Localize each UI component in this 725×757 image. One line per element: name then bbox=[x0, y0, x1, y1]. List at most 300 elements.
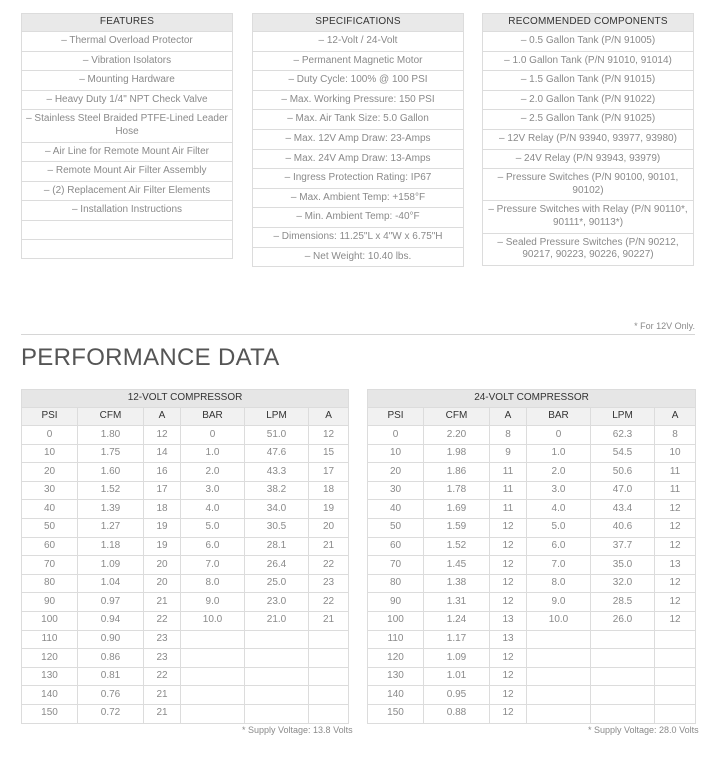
table-cell: 11 bbox=[655, 463, 696, 482]
table-cell bbox=[591, 704, 655, 723]
table-cell: 22 bbox=[309, 556, 349, 575]
table-cell: 23 bbox=[144, 649, 181, 668]
table-24v-title: 24-VOLT COMPRESSOR bbox=[368, 390, 696, 408]
table-cell bbox=[245, 667, 309, 686]
table-cell: 15 bbox=[309, 444, 349, 463]
table-24v-columns bbox=[368, 408, 696, 426]
list-item-text: – Max. Ambient Temp: +158°F bbox=[253, 188, 464, 208]
table-cell: 90 bbox=[368, 593, 424, 612]
list-item bbox=[253, 51, 464, 71]
table-cell: 28.1 bbox=[245, 537, 309, 556]
table-cell: 130 bbox=[22, 667, 78, 686]
list-item-text: – Max. 24V Amp Draw: 13-Amps bbox=[253, 149, 464, 169]
table-cell: 1.0 bbox=[181, 444, 245, 463]
table-cell: 11 bbox=[490, 463, 527, 482]
table-cell: 50 bbox=[22, 518, 78, 537]
table-cell: 60 bbox=[368, 537, 424, 556]
table-cell: 21 bbox=[144, 593, 181, 612]
list-item-text: – Pressure Switches (P/N 90100, 90101, 90102) bbox=[483, 169, 694, 201]
table-cell: 70 bbox=[22, 556, 78, 575]
list-item-text: – Min. Ambient Temp: -40°F bbox=[253, 208, 464, 228]
table-cell: 120 bbox=[368, 649, 424, 668]
table-cell: 12 bbox=[490, 649, 527, 668]
table-cell: 40 bbox=[368, 500, 424, 519]
list-item bbox=[483, 32, 694, 52]
list-item-text: – Max. Working Pressure: 150 PSI bbox=[253, 90, 464, 110]
table-cell bbox=[245, 704, 309, 723]
table-cell: 0 bbox=[527, 426, 591, 445]
table-cell: 16 bbox=[144, 463, 181, 482]
table-cell: 21 bbox=[144, 704, 181, 723]
list-item bbox=[483, 149, 694, 169]
table-row bbox=[22, 649, 349, 668]
components-footnote: * For 12V Only. bbox=[634, 321, 695, 331]
table-cell: 1.17 bbox=[424, 630, 490, 649]
table-cell bbox=[181, 704, 245, 723]
list-item-text: – Ingress Protection Rating: IP67 bbox=[253, 169, 464, 189]
list-item-text: – Max. 12V Amp Draw: 23-Amps bbox=[253, 129, 464, 149]
table-cell: 10 bbox=[22, 444, 78, 463]
features-table bbox=[21, 13, 233, 259]
table-cell: 20 bbox=[144, 556, 181, 575]
table-cell: 1.86 bbox=[424, 463, 490, 482]
table-cell: 12 bbox=[655, 537, 696, 556]
table-cell: 43.3 bbox=[245, 463, 309, 482]
list-item-text: – 0.5 Gallon Tank (P/N 91005) bbox=[483, 32, 694, 52]
table-row bbox=[368, 574, 696, 593]
column-header: BAR bbox=[527, 408, 591, 426]
table-cell: 12 bbox=[655, 593, 696, 612]
table-row bbox=[22, 574, 349, 593]
table-cell: 1.27 bbox=[78, 518, 144, 537]
list-item bbox=[253, 110, 464, 130]
table-cell bbox=[245, 686, 309, 705]
table-cell: 43.4 bbox=[591, 500, 655, 519]
table-cell: 19 bbox=[144, 537, 181, 556]
table-row bbox=[22, 537, 349, 556]
table-cell: 130 bbox=[368, 667, 424, 686]
table-cell: 0.81 bbox=[78, 667, 144, 686]
table-cell bbox=[309, 649, 349, 668]
table-cell: 140 bbox=[22, 686, 78, 705]
table-cell bbox=[591, 686, 655, 705]
table-cell: 30 bbox=[22, 481, 78, 500]
table-cell: 35.0 bbox=[591, 556, 655, 575]
specifications-list bbox=[253, 32, 464, 267]
list-item-text: – 12-Volt / 24-Volt bbox=[253, 32, 464, 52]
table-cell: 12 bbox=[490, 704, 527, 723]
components-table bbox=[482, 13, 694, 266]
specifications-table bbox=[252, 13, 464, 267]
list-item bbox=[22, 162, 233, 182]
table-cell: 150 bbox=[22, 704, 78, 723]
table-row bbox=[22, 463, 349, 482]
list-item bbox=[253, 169, 464, 189]
list-item-text: – 1.5 Gallon Tank (P/N 91015) bbox=[483, 71, 694, 91]
table-cell: 18 bbox=[144, 500, 181, 519]
table-row bbox=[368, 481, 696, 500]
table-cell bbox=[591, 649, 655, 668]
table-cell bbox=[655, 630, 696, 649]
table-cell: 10 bbox=[368, 444, 424, 463]
table-cell: 0 bbox=[181, 426, 245, 445]
table-cell: 22 bbox=[144, 611, 181, 630]
list-item-text: – Permanent Magnetic Motor bbox=[253, 51, 464, 71]
table-cell: 40 bbox=[22, 500, 78, 519]
table-cell: 17 bbox=[144, 481, 181, 500]
table-cell: 2.0 bbox=[181, 463, 245, 482]
table-cell bbox=[245, 649, 309, 668]
table-cell: 20 bbox=[144, 574, 181, 593]
list-item bbox=[22, 110, 233, 142]
table-cell: 4.0 bbox=[181, 500, 245, 519]
table-cell: 40.6 bbox=[591, 518, 655, 537]
table-cell: 0.90 bbox=[78, 630, 144, 649]
table-cell: 0.95 bbox=[424, 686, 490, 705]
table-cell: 50.6 bbox=[591, 463, 655, 482]
table-cell: 47.6 bbox=[245, 444, 309, 463]
table-cell: 13 bbox=[490, 630, 527, 649]
table-row bbox=[22, 518, 349, 537]
list-item-text: – 2.0 Gallon Tank (P/N 91022) bbox=[483, 90, 694, 110]
table-cell: 1.75 bbox=[78, 444, 144, 463]
list-item-text bbox=[22, 239, 233, 258]
list-item-text: – 2.5 Gallon Tank (P/N 91025) bbox=[483, 110, 694, 130]
table-cell bbox=[181, 686, 245, 705]
list-item bbox=[253, 129, 464, 149]
table-cell: 12 bbox=[490, 537, 527, 556]
table-cell: 8 bbox=[490, 426, 527, 445]
table-cell bbox=[591, 667, 655, 686]
table-12v-note: * Supply Voltage: 13.8 Volts bbox=[242, 725, 353, 735]
table-cell: 9.0 bbox=[527, 593, 591, 612]
table-cell: 23.0 bbox=[245, 593, 309, 612]
table-cell: 12 bbox=[490, 556, 527, 575]
table-cell: 8.0 bbox=[181, 574, 245, 593]
list-item bbox=[253, 32, 464, 52]
table-cell: 26.4 bbox=[245, 556, 309, 575]
table-cell: 10 bbox=[655, 444, 696, 463]
list-item bbox=[22, 32, 233, 52]
table-row bbox=[22, 481, 349, 500]
list-item bbox=[483, 51, 694, 71]
performance-table-12v bbox=[21, 389, 349, 724]
table-cell: 0.94 bbox=[78, 611, 144, 630]
table-cell: 80 bbox=[368, 574, 424, 593]
list-item bbox=[22, 71, 233, 91]
table-cell: 18 bbox=[309, 481, 349, 500]
table-cell: 30.5 bbox=[245, 518, 309, 537]
column-header: A bbox=[655, 408, 696, 426]
list-item-text: – Max. Air Tank Size: 5.0 Gallon bbox=[253, 110, 464, 130]
table-cell: 12 bbox=[655, 574, 696, 593]
table-cell bbox=[181, 649, 245, 668]
list-item bbox=[22, 181, 233, 201]
table-row bbox=[368, 593, 696, 612]
table-cell: 6.0 bbox=[181, 537, 245, 556]
table-row bbox=[368, 537, 696, 556]
table-cell: 19 bbox=[144, 518, 181, 537]
table-cell: 70 bbox=[368, 556, 424, 575]
table-cell: 51.0 bbox=[245, 426, 309, 445]
table-24v-body bbox=[368, 426, 696, 724]
table-cell: 38.2 bbox=[245, 481, 309, 500]
section-divider bbox=[21, 334, 695, 335]
table-cell: 8 bbox=[655, 426, 696, 445]
table-cell: 80 bbox=[22, 574, 78, 593]
table-cell: 20 bbox=[309, 518, 349, 537]
table-row bbox=[368, 518, 696, 537]
table-cell bbox=[527, 630, 591, 649]
list-item bbox=[483, 169, 694, 201]
table-row bbox=[368, 463, 696, 482]
table-cell: 120 bbox=[22, 649, 78, 668]
list-item bbox=[483, 90, 694, 110]
table-12v-title: 12-VOLT COMPRESSOR bbox=[22, 390, 349, 408]
table-cell bbox=[655, 649, 696, 668]
table-cell: 54.5 bbox=[591, 444, 655, 463]
table-cell: 1.80 bbox=[78, 426, 144, 445]
table-cell: 5.0 bbox=[527, 518, 591, 537]
table-cell: 9 bbox=[490, 444, 527, 463]
list-item bbox=[22, 220, 233, 239]
column-header: CFM bbox=[424, 408, 490, 426]
table-cell: 21 bbox=[309, 537, 349, 556]
table-cell bbox=[245, 630, 309, 649]
table-cell: 11 bbox=[490, 481, 527, 500]
table-cell: 12 bbox=[655, 611, 696, 630]
list-item-text bbox=[22, 220, 233, 239]
table-cell: 1.52 bbox=[78, 481, 144, 500]
table-cell bbox=[527, 649, 591, 668]
table-row bbox=[22, 686, 349, 705]
table-cell: 17 bbox=[309, 463, 349, 482]
table-cell: 1.0 bbox=[527, 444, 591, 463]
list-item-text: – 1.0 Gallon Tank (P/N 91010, 91014) bbox=[483, 51, 694, 71]
table-cell: 2.20 bbox=[424, 426, 490, 445]
table-cell bbox=[527, 704, 591, 723]
list-item bbox=[483, 129, 694, 149]
table-cell: 12 bbox=[144, 426, 181, 445]
table-row bbox=[368, 667, 696, 686]
list-item bbox=[253, 208, 464, 228]
table-cell: 37.7 bbox=[591, 537, 655, 556]
table-cell: 2.0 bbox=[527, 463, 591, 482]
table-cell bbox=[181, 630, 245, 649]
table-12v-columns bbox=[22, 408, 349, 426]
table-cell: 12 bbox=[490, 686, 527, 705]
table-cell bbox=[527, 686, 591, 705]
table-cell: 30 bbox=[368, 481, 424, 500]
table-cell: 1.38 bbox=[424, 574, 490, 593]
table-cell bbox=[309, 686, 349, 705]
table-row bbox=[368, 556, 696, 575]
table-cell: 22 bbox=[144, 667, 181, 686]
table-cell: 0 bbox=[22, 426, 78, 445]
table-cell bbox=[181, 667, 245, 686]
table-cell: 62.3 bbox=[591, 426, 655, 445]
table-cell: 110 bbox=[22, 630, 78, 649]
table-cell: 3.0 bbox=[527, 481, 591, 500]
table-cell: 1.98 bbox=[424, 444, 490, 463]
list-item bbox=[22, 201, 233, 221]
list-item-text: – Dimensions: 11.25"L x 4"W x 6.75"H bbox=[253, 227, 464, 247]
list-item-text: – Pressure Switches with Relay (P/N 90110*, 90111*, 90113*) bbox=[483, 201, 694, 233]
table-cell: 7.0 bbox=[527, 556, 591, 575]
table-cell: 0.97 bbox=[78, 593, 144, 612]
table-row bbox=[22, 593, 349, 612]
table-cell: 1.31 bbox=[424, 593, 490, 612]
table-cell: 10.0 bbox=[527, 611, 591, 630]
table-row bbox=[368, 426, 696, 445]
table-cell bbox=[655, 686, 696, 705]
table-cell: 20 bbox=[22, 463, 78, 482]
performance-title: PERFORMANCE DATA bbox=[21, 344, 280, 371]
list-item-text: – Installation Instructions bbox=[22, 201, 233, 221]
column-header: A bbox=[490, 408, 527, 426]
table-cell: 1.04 bbox=[78, 574, 144, 593]
table-cell: 0.76 bbox=[78, 686, 144, 705]
table-cell: 1.01 bbox=[424, 667, 490, 686]
table-cell: 50 bbox=[368, 518, 424, 537]
table-cell: 1.18 bbox=[78, 537, 144, 556]
list-item bbox=[483, 71, 694, 91]
table-row bbox=[22, 704, 349, 723]
list-item-text: – Heavy Duty 1/4" NPT Check Valve bbox=[22, 90, 233, 110]
table-cell: 1.39 bbox=[78, 500, 144, 519]
table-cell: 22 bbox=[309, 593, 349, 612]
table-cell: 0.72 bbox=[78, 704, 144, 723]
table-cell: 100 bbox=[368, 611, 424, 630]
performance-table-24v bbox=[367, 389, 696, 724]
table-cell bbox=[655, 667, 696, 686]
table-row bbox=[22, 611, 349, 630]
table-cell: 13 bbox=[490, 611, 527, 630]
table-cell: 13 bbox=[655, 556, 696, 575]
table-row bbox=[22, 630, 349, 649]
table-row bbox=[22, 556, 349, 575]
table-cell: 1.69 bbox=[424, 500, 490, 519]
table-cell: 21 bbox=[309, 611, 349, 630]
table-cell: 0.86 bbox=[78, 649, 144, 668]
table-cell: 90 bbox=[22, 593, 78, 612]
table-row bbox=[368, 649, 696, 668]
table-cell bbox=[309, 667, 349, 686]
components-title: RECOMMENDED COMPONENTS bbox=[483, 14, 694, 32]
table-cell: 3.0 bbox=[181, 481, 245, 500]
list-item bbox=[483, 233, 694, 265]
list-item-text: – Remote Mount Air Filter Assembly bbox=[22, 162, 233, 182]
table-row bbox=[368, 630, 696, 649]
list-item bbox=[253, 247, 464, 267]
list-item bbox=[22, 90, 233, 110]
table-cell: 1.09 bbox=[424, 649, 490, 668]
table-cell: 25.0 bbox=[245, 574, 309, 593]
table-cell: 28.5 bbox=[591, 593, 655, 612]
list-item bbox=[22, 51, 233, 71]
table-cell: 1.24 bbox=[424, 611, 490, 630]
table-cell bbox=[309, 704, 349, 723]
table-cell: 140 bbox=[368, 686, 424, 705]
table-cell: 1.09 bbox=[78, 556, 144, 575]
table-cell: 10.0 bbox=[181, 611, 245, 630]
table-cell: 0.88 bbox=[424, 704, 490, 723]
table-cell: 11 bbox=[655, 481, 696, 500]
table-cell: 20 bbox=[368, 463, 424, 482]
table-cell: 12 bbox=[490, 667, 527, 686]
list-item-text: – Duty Cycle: 100% @ 100 PSI bbox=[253, 71, 464, 91]
table-row bbox=[368, 704, 696, 723]
list-item-text: – Net Weight: 10.40 lbs. bbox=[253, 247, 464, 267]
table-cell: 21.0 bbox=[245, 611, 309, 630]
table-row bbox=[22, 667, 349, 686]
list-item bbox=[253, 227, 464, 247]
column-header: LPM bbox=[591, 408, 655, 426]
list-item bbox=[22, 239, 233, 258]
table-cell: 1.78 bbox=[424, 481, 490, 500]
table-cell: 47.0 bbox=[591, 481, 655, 500]
list-item bbox=[483, 110, 694, 130]
components-list bbox=[483, 32, 694, 266]
list-item bbox=[253, 188, 464, 208]
list-item-text: – 12V Relay (P/N 93940, 93977, 93980) bbox=[483, 129, 694, 149]
table-row bbox=[22, 426, 349, 445]
table-cell: 8.0 bbox=[527, 574, 591, 593]
table-row bbox=[368, 500, 696, 519]
column-header: A bbox=[309, 408, 349, 426]
table-cell: 110 bbox=[368, 630, 424, 649]
features-title: FEATURES bbox=[22, 14, 233, 32]
list-item bbox=[483, 201, 694, 233]
table-cell: 1.52 bbox=[424, 537, 490, 556]
table-row bbox=[368, 686, 696, 705]
table-cell: 12 bbox=[490, 518, 527, 537]
table-cell: 7.0 bbox=[181, 556, 245, 575]
list-item-text: – 24V Relay (P/N 93943, 93979) bbox=[483, 149, 694, 169]
column-header: A bbox=[144, 408, 181, 426]
table-cell bbox=[591, 630, 655, 649]
table-cell: 5.0 bbox=[181, 518, 245, 537]
table-row bbox=[22, 444, 349, 463]
list-item-text: – (2) Replacement Air Filter Elements bbox=[22, 181, 233, 201]
column-header: PSI bbox=[368, 408, 424, 426]
table-cell: 12 bbox=[490, 593, 527, 612]
column-header: LPM bbox=[245, 408, 309, 426]
list-item-text: – Stainless Steel Braided PTFE-Lined Leader Hose bbox=[22, 110, 233, 142]
table-cell: 4.0 bbox=[527, 500, 591, 519]
list-item-text: – Sealed Pressure Switches (P/N 90212, 90217, 90223, 90226, 90227) bbox=[483, 233, 694, 265]
table-cell: 14 bbox=[144, 444, 181, 463]
table-cell: 34.0 bbox=[245, 500, 309, 519]
table-cell: 19 bbox=[309, 500, 349, 519]
list-item bbox=[253, 90, 464, 110]
table-cell: 1.60 bbox=[78, 463, 144, 482]
table-cell: 60 bbox=[22, 537, 78, 556]
table-cell: 23 bbox=[144, 630, 181, 649]
column-header: BAR bbox=[181, 408, 245, 426]
list-item-text: – Mounting Hardware bbox=[22, 71, 233, 91]
list-item bbox=[22, 142, 233, 162]
list-item-text: – Vibration Isolators bbox=[22, 51, 233, 71]
table-cell bbox=[527, 667, 591, 686]
specifications-title: SPECIFICATIONS bbox=[253, 14, 464, 32]
table-row bbox=[368, 611, 696, 630]
column-header: PSI bbox=[22, 408, 78, 426]
column-header: CFM bbox=[78, 408, 144, 426]
table-cell: 12 bbox=[309, 426, 349, 445]
features-list bbox=[22, 32, 233, 259]
table-cell bbox=[309, 630, 349, 649]
